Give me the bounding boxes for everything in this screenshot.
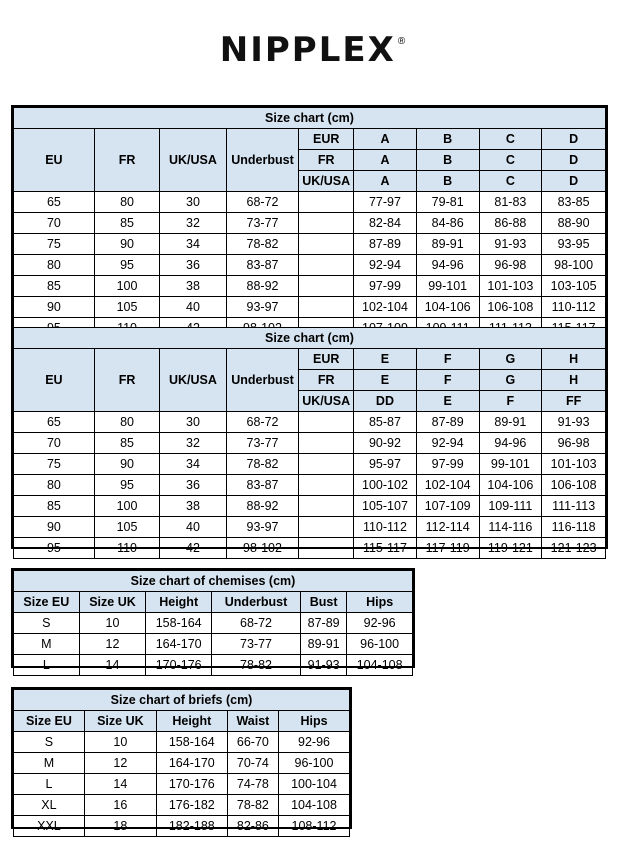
cup-size-header: F (479, 391, 542, 412)
table-cell: 95 (94, 475, 159, 496)
table-cell: 85-87 (354, 412, 417, 433)
table-row (14, 795, 350, 816)
table-cell: 78-82 (212, 655, 301, 676)
table-cell: 89-91 (301, 634, 347, 655)
cup-system-label: EUR (299, 349, 354, 370)
cup-system-label: FR (299, 370, 354, 391)
column-header: EU (14, 349, 95, 412)
table-cell (299, 454, 354, 475)
table-cell (299, 433, 354, 454)
table-cell: 104-106 (416, 297, 479, 318)
column-header: Size UK (79, 592, 146, 613)
table-cell: 92-94 (354, 255, 417, 276)
cup-size-header: A (354, 150, 417, 171)
table-cell: 93-95 (542, 234, 606, 255)
table-cell: 94-96 (479, 433, 542, 454)
table-cell: 117-119 (416, 538, 479, 559)
table-cell: 68-72 (212, 613, 301, 634)
table-cell: 91-93 (301, 655, 347, 676)
table-cell: 32 (160, 213, 226, 234)
table-title: Size chart (cm) (14, 108, 606, 129)
table-title: Size chart of chemises (cm) (14, 571, 413, 592)
table-cell: 16 (84, 795, 156, 816)
table-cell: 114-116 (479, 517, 542, 538)
table-cell (299, 517, 354, 538)
table-cell: 103-105 (542, 276, 606, 297)
table-cell: 108-112 (279, 816, 350, 837)
table-title-row (14, 328, 606, 349)
table-cell: 90-92 (354, 433, 417, 454)
cup-size-header: DD (354, 391, 417, 412)
table-title-row (14, 571, 413, 592)
table-cell: 12 (84, 753, 156, 774)
table-cell (299, 213, 354, 234)
cup-size-header: H (542, 370, 606, 391)
table-row (14, 475, 606, 496)
cup-size-header: D (542, 150, 606, 171)
bra-size-table-2 (13, 327, 606, 559)
column-header: Height (156, 711, 227, 732)
cup-size-header: F (416, 349, 479, 370)
table-cell: 91-93 (542, 412, 606, 433)
table-title: Size chart of briefs (cm) (14, 690, 350, 711)
table-cell: 68-72 (226, 192, 299, 213)
table-cell: 94-96 (416, 255, 479, 276)
table-row (14, 774, 350, 795)
table-cell: 88-90 (542, 213, 606, 234)
column-header: EU (14, 129, 95, 192)
table-cell: 14 (79, 655, 146, 676)
table-cell (299, 475, 354, 496)
cup-header-row (14, 349, 606, 370)
column-header: Size UK (84, 711, 156, 732)
table-cell: 86-88 (479, 213, 542, 234)
table-cell: 95 (14, 538, 95, 559)
bra-size-table-1 (13, 107, 606, 339)
table-cell: 100 (94, 496, 159, 517)
cup-size-header: FF (542, 391, 606, 412)
table-row (14, 496, 606, 517)
table-cell (299, 234, 354, 255)
table-cell: 34 (160, 234, 226, 255)
table-cell: 89-91 (416, 234, 479, 255)
table-cell: 105 (94, 517, 159, 538)
cup-size-header: B (416, 129, 479, 150)
table-cell: 12 (79, 634, 146, 655)
column-header: FR (94, 129, 159, 192)
table-row (14, 412, 606, 433)
table-cell: 91-93 (479, 234, 542, 255)
table-cell: 40 (160, 517, 226, 538)
table-cell: 158-164 (156, 732, 227, 753)
table-cell: 98-102 (226, 538, 299, 559)
table-cell: 119-121 (479, 538, 542, 559)
table-cell: 101-103 (542, 454, 606, 475)
brand-name: NIPPLEX (219, 30, 396, 70)
table-cell: 115-117 (354, 538, 417, 559)
table-cell: 85 (14, 276, 95, 297)
table-cell (299, 412, 354, 433)
table-cell: 80 (94, 192, 159, 213)
table-cell: 112-114 (416, 517, 479, 538)
table-cell: 73-77 (212, 634, 301, 655)
table-cell: 99-101 (479, 454, 542, 475)
table-cell: 88-92 (226, 276, 299, 297)
table-cell: 164-170 (146, 634, 212, 655)
table-cell: 73-77 (226, 213, 299, 234)
table-cell: 70 (14, 433, 95, 454)
table-cell: 111-113 (542, 496, 606, 517)
chemises-size-chart (11, 568, 415, 672)
table-cell: 116-118 (542, 517, 606, 538)
table-cell: 82-86 (227, 816, 278, 837)
table-cell: 89-91 (479, 412, 542, 433)
table-cell: 40 (160, 297, 226, 318)
column-header: Hips (347, 592, 413, 613)
table-row (14, 213, 606, 234)
cup-size-header: G (479, 370, 542, 391)
column-header: Underbust (226, 349, 299, 412)
table-cell: 85 (14, 496, 95, 517)
table-cell: M (14, 634, 80, 655)
table-row (14, 255, 606, 276)
registered-mark: ® (397, 36, 406, 47)
column-header: Underbust (212, 592, 301, 613)
table-row (14, 192, 606, 213)
table-cell: 95 (94, 255, 159, 276)
table-cell: 92-96 (279, 732, 350, 753)
table-cell: 110-112 (354, 517, 417, 538)
header-row (14, 711, 350, 732)
table-cell: 98-100 (542, 255, 606, 276)
table-cell: 36 (160, 255, 226, 276)
table-cell: 88-92 (226, 496, 299, 517)
table-cell: 110-112 (542, 297, 606, 318)
table-cell: 95-97 (354, 454, 417, 475)
table-cell: M (14, 753, 85, 774)
cup-size-header: E (416, 391, 479, 412)
table-row (14, 753, 350, 774)
table-cell: 65 (14, 412, 95, 433)
table-cell: 176-182 (156, 795, 227, 816)
table-cell: 90 (94, 234, 159, 255)
cup-size-header: C (479, 171, 542, 192)
table-cell: 83-87 (226, 475, 299, 496)
table-cell: 38 (160, 276, 226, 297)
table-cell: 87-89 (416, 412, 479, 433)
table-cell: 87-89 (354, 234, 417, 255)
table-cell: XL (14, 795, 85, 816)
table-cell: 107-109 (416, 496, 479, 517)
bra-size-charts (11, 105, 608, 555)
cup-size-header: C (479, 129, 542, 150)
table-cell: 96-100 (279, 753, 350, 774)
table-cell: 109-111 (479, 496, 542, 517)
cup-system-label: UK/USA (299, 171, 354, 192)
table-cell: 104-108 (347, 655, 413, 676)
table-cell: 106-108 (479, 297, 542, 318)
table-cell: 100 (94, 276, 159, 297)
table-cell: 10 (79, 613, 146, 634)
cup-system-label: FR (299, 150, 354, 171)
briefs-size-chart (11, 687, 352, 833)
table-cell: 99-101 (416, 276, 479, 297)
table-cell: 83-87 (226, 255, 299, 276)
table-cell (299, 538, 354, 559)
column-header: Waist (227, 711, 278, 732)
table-row (14, 634, 413, 655)
table-cell: 92-94 (416, 433, 479, 454)
chemises-table (13, 570, 413, 676)
table-cell: 42 (160, 538, 226, 559)
table-title-row (14, 108, 606, 129)
column-header: Size EU (14, 592, 80, 613)
table-title: Size chart (cm) (14, 328, 606, 349)
table-cell: 75 (14, 234, 95, 255)
table-cell: 96-100 (347, 634, 413, 655)
table-cell: 80 (14, 255, 95, 276)
table-cell: 100-104 (279, 774, 350, 795)
table-cell: 78-82 (226, 234, 299, 255)
table-cell: 80 (14, 475, 95, 496)
table-cell: 110 (94, 538, 159, 559)
cup-size-header: C (479, 150, 542, 171)
briefs-table (13, 689, 350, 837)
table-cell: 65 (14, 192, 95, 213)
table-cell: 18 (84, 816, 156, 837)
table-cell: 36 (160, 475, 226, 496)
table-cell: L (14, 774, 85, 795)
table-cell: 30 (160, 192, 226, 213)
table-cell: 32 (160, 433, 226, 454)
table-cell: 158-164 (146, 613, 212, 634)
table-cell: L (14, 655, 80, 676)
table-cell: 97-99 (354, 276, 417, 297)
table-cell: 104-108 (279, 795, 350, 816)
table-cell: 101-103 (479, 276, 542, 297)
cup-size-header: D (542, 171, 606, 192)
table-cell: 77-97 (354, 192, 417, 213)
table-cell: 102-104 (416, 475, 479, 496)
table-cell: 68-72 (226, 412, 299, 433)
cup-header-row (14, 129, 606, 150)
table-cell (299, 255, 354, 276)
column-header: Hips (279, 711, 350, 732)
table-cell: 96-98 (479, 255, 542, 276)
table-cell: 100-102 (354, 475, 417, 496)
table-cell: 92-96 (347, 613, 413, 634)
table-cell: 84-86 (416, 213, 479, 234)
table-cell: 78-82 (227, 795, 278, 816)
cup-size-header: D (542, 129, 606, 150)
table-cell: XXL (14, 816, 85, 837)
column-header: Size EU (14, 711, 85, 732)
cup-size-header: H (542, 349, 606, 370)
table-cell: 170-176 (156, 774, 227, 795)
table-cell: 73-77 (226, 433, 299, 454)
table-row (14, 613, 413, 634)
table-cell: 121-123 (542, 538, 606, 559)
column-header: FR (94, 349, 159, 412)
cup-system-label: UK/USA (299, 391, 354, 412)
table-cell: 85 (94, 213, 159, 234)
table-cell: 97-99 (416, 454, 479, 475)
table-cell (299, 496, 354, 517)
table-cell: S (14, 732, 85, 753)
cup-size-header: G (479, 349, 542, 370)
table-row (14, 538, 606, 559)
table-cell: 10 (84, 732, 156, 753)
table-row (14, 517, 606, 538)
table-row (14, 276, 606, 297)
table-cell: 80 (94, 412, 159, 433)
table-cell: S (14, 613, 80, 634)
table-cell: 83-85 (542, 192, 606, 213)
table-row (14, 234, 606, 255)
table-cell: 75 (14, 454, 95, 475)
table-cell (299, 297, 354, 318)
table-cell: 70 (14, 213, 95, 234)
table-cell: 90 (14, 517, 95, 538)
column-header: UK/USA (160, 129, 226, 192)
cup-size-header: B (416, 150, 479, 171)
table-cell (299, 192, 354, 213)
cup-size-header: B (416, 171, 479, 192)
cup-size-header: A (354, 129, 417, 150)
table-cell: 90 (94, 454, 159, 475)
table-cell: 87-89 (301, 613, 347, 634)
cup-size-header: F (416, 370, 479, 391)
table-cell: 106-108 (542, 475, 606, 496)
table-cell: 79-81 (416, 192, 479, 213)
table-row (14, 297, 606, 318)
table-cell: 85 (94, 433, 159, 454)
table-cell: 38 (160, 496, 226, 517)
table-cell: 102-104 (354, 297, 417, 318)
table-cell: 78-82 (226, 454, 299, 475)
cup-size-header: E (354, 370, 417, 391)
table-row (14, 454, 606, 475)
table-title-row (14, 690, 350, 711)
table-row (14, 655, 413, 676)
brand-logo (0, 30, 623, 70)
table-cell: 170-176 (146, 655, 212, 676)
table-row (14, 732, 350, 753)
table-cell: 66-70 (227, 732, 278, 753)
cup-size-header: A (354, 171, 417, 192)
table-cell: 93-97 (226, 297, 299, 318)
table-cell: 104-106 (479, 475, 542, 496)
table-cell: 82-84 (354, 213, 417, 234)
table-cell (299, 276, 354, 297)
table-cell: 81-83 (479, 192, 542, 213)
table-cell: 74-78 (227, 774, 278, 795)
table-cell: 70-74 (227, 753, 278, 774)
column-header: Height (146, 592, 212, 613)
table-cell: 96-98 (542, 433, 606, 454)
cup-size-header: E (354, 349, 417, 370)
cup-system-label: EUR (299, 129, 354, 150)
column-header: Underbust (226, 129, 299, 192)
table-cell: 30 (160, 412, 226, 433)
table-cell: 90 (14, 297, 95, 318)
table-row (14, 433, 606, 454)
table-cell: 14 (84, 774, 156, 795)
header-row (14, 592, 413, 613)
column-header: Bust (301, 592, 347, 613)
table-cell: 182-188 (156, 816, 227, 837)
table-cell: 93-97 (226, 517, 299, 538)
table-cell: 105-107 (354, 496, 417, 517)
column-header: UK/USA (160, 349, 226, 412)
table-cell: 105 (94, 297, 159, 318)
table-cell: 164-170 (156, 753, 227, 774)
table-row (14, 816, 350, 837)
table-cell: 34 (160, 454, 226, 475)
